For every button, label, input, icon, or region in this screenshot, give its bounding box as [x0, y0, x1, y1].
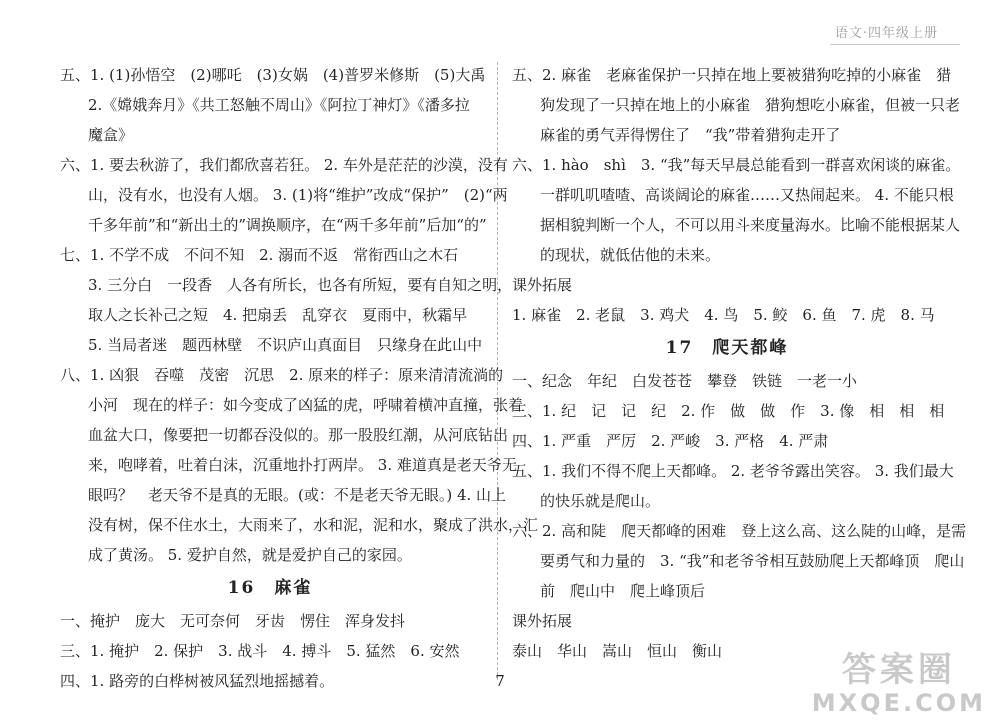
answer-line: 狗发现了一只掉在地上的小麻雀 猎狗想吃小麻雀，但被一只老: [540, 96, 961, 114]
answer-line: 的快乐就是爬山。: [540, 492, 661, 510]
answer-line: 七、1. 不学不成 不问不知 2. 溺而不返 常衔西山之木石: [60, 246, 459, 264]
answer-line: 取人之长补己之短 4. 把扇丢 乱穿衣 夏雨中，秋霜早: [88, 306, 468, 324]
book-header: 语文·四年级上册: [834, 26, 938, 41]
section-heading: 课外拓展: [512, 276, 573, 294]
site-watermark-logo: [812, 650, 986, 716]
section-heading: 课外拓展: [512, 612, 573, 630]
answer-line: 3. 三分白 一段香 人各有所长，也各有所短，要有自知之明，: [88, 276, 513, 294]
answer-line: 眼吗？ 老天爷不是真的无眼。(或：不是老天爷无眼。) 4. 山上: [88, 486, 507, 504]
answer-line: 血盆大口，像要把一切都吞没似的。那一股股红潮，从河底钻出: [88, 426, 509, 444]
answer-line: 5. 当局者迷 题西林壁 不识庐山真面目 只缘身在此山中: [88, 336, 483, 354]
answer-line: 四、1. 路旁的白桦树被风猛烈地摇撼着。: [60, 672, 335, 690]
answer-line: 三、1. 纪 记 记 纪 2. 作 做 做 作 3. 像 相 相 相: [512, 402, 945, 420]
left-column: [60, 60, 539, 696]
answer-line: 前 爬山中 爬上峰顶后: [540, 582, 706, 600]
answer-line: 五、1. 我们不得不爬上天都峰。 2. 老爷爷露出笑容。 3. 我们最大: [512, 462, 954, 480]
answer-line: 一、纪念 年纪 白发苍苍 攀登 铁链 一老一小: [512, 372, 858, 390]
answer-line: 四、1. 严重 严厉 2. 严峻 3. 严格 4. 严肃: [512, 432, 829, 450]
answer-line: 1. 麻雀 2. 老鼠 3. 鸡犬 4. 鸟 5. 鲛 6. 鱼 7. 虎 8. 马: [512, 306, 935, 324]
answer-line: 六、2. 高和陡 爬天都峰的困难 登上这么高、这么陡的山峰，是需: [512, 522, 967, 540]
answer-line: 千多年前”和“新出土的”调换顺序，在“两千多年前”后加“的”: [88, 216, 487, 234]
header-rule: [830, 44, 960, 45]
answer-line: 一群叽叽喳喳、高谈阔论的麻雀……又热闹起来。 4. 不能只根: [540, 186, 954, 204]
answer-line: 没有树，保不住水土，大雨来了，水和泥，泥和水，聚成了洪水，汇: [88, 516, 539, 534]
answer-line: 山，没有水，也没有人烟。 3. (1)将“维护”改成“保护” (2)“两: [88, 186, 508, 204]
answer-line: 要勇气和力量的 3. “我”和老爷爷相互鼓励爬上天都峰顶 爬山: [540, 552, 965, 570]
answer-line: 的现状，就低估他的未来。: [540, 246, 721, 264]
lesson-title: 17 爬天都峰: [665, 338, 789, 358]
answer-line: 五、1. (1)孙悟空 (2)哪吒 (3)女娲 (4)普罗米修斯 (5)大禹: [60, 66, 486, 84]
answer-line: 据相貌判断一个人，不可以用斗来度量海水。比喻不能根据某人: [540, 216, 961, 234]
answer-line: 一、掩护 庞大 无可奈何 牙齿 愣住 浑身发抖: [60, 612, 406, 630]
right-column: [512, 60, 967, 666]
watermark-bottom: MXQE.COM: [811, 689, 986, 717]
watermark-top: 答案圈: [841, 650, 956, 690]
answer-line: 八、1. 凶狠 吞噬 茂密 沉思 2. 原来的样子：原来清清流淌的: [60, 366, 504, 384]
lesson-title: 16 麻雀: [227, 578, 313, 598]
answer-line: 六、1. 要去秋游了，我们都欣喜若狂。 2. 车外是茫茫的沙漠，没有: [60, 156, 508, 174]
answer-line: 泰山 华山 嵩山 恒山 衡山: [512, 642, 723, 660]
page-number: 7: [495, 672, 505, 690]
answer-line: 来，咆哮着，吐着白沫，沉重地扑打两岸。 3. 难道真是老天爷无: [88, 456, 517, 474]
answer-line: 小河 现在的样子：如今变成了凶猛的虎，呼啸着横冲直撞，张着: [88, 396, 524, 414]
answer-line: 五、2. 麻雀 老麻雀保护一只掉在地上要被猎狗吃掉的小麻雀 猎: [512, 66, 952, 84]
answer-line: 成了黄汤。 5. 爱护自然，就是爱护自己的家园。: [88, 546, 412, 564]
answer-line: 麻雀的勇气弄得愣住了 “我”带着猎狗走开了: [540, 126, 841, 144]
answer-line: 三、1. 掩护 2. 保护 3. 战斗 4. 搏斗 5. 猛然 6. 安然: [60, 642, 460, 660]
answer-line: 魔盒》: [88, 126, 134, 144]
answer-line: 六、1. hào shì 3. “我”每天早晨总能看到一群喜欢闲谈的麻雀。: [512, 156, 961, 174]
answer-line: 2.《嫦娥奔月》《共工怒触不周山》《阿拉丁神灯》《潘多拉: [88, 96, 470, 114]
